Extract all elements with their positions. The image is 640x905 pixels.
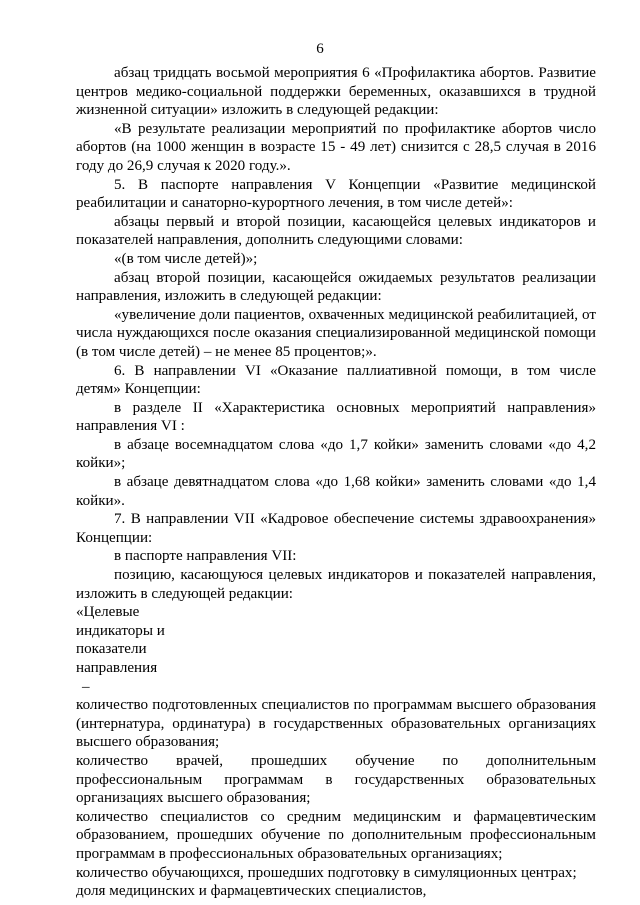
table-items bbox=[76, 696, 596, 901]
paragraph: «(в том числе детей)»; bbox=[114, 250, 258, 267]
paragraph: 6. В направлении VI «Оказание паллиативной помощи, в том числе детям» Концепции: bbox=[76, 362, 596, 398]
paragraph: в абзаце девятнадцатом слова «до 1,68 койки» заменить словами «до 1,4 койки». bbox=[76, 474, 596, 509]
paragraph: «увеличение доли пациентов, охваченных медицинской реабилитацией, от числа нуждающихся после оказания специализированной медицинской помощи (в том числе детей) – не менее 85 процентов;». bbox=[76, 306, 596, 360]
indicators-table bbox=[76, 603, 596, 901]
paragraph: 7. В направлении VII «Кадровое обеспечение системы здравоохранения» Концепции: bbox=[76, 511, 596, 546]
table-item: количество обучающихся, прошедших подготовку в симуляционных центрах; bbox=[76, 864, 577, 881]
table-item: количество врачей, прошедших обучение по дополнительным профессиональным программам в государственных образовательных организациях высшего образования; bbox=[76, 752, 596, 807]
table-item: доля медицинских и фармацевтических специалистов, bbox=[76, 883, 427, 900]
table-left-label: «Целевые индикаторы и показатели направления bbox=[76, 604, 165, 676]
document-body bbox=[76, 64, 596, 901]
page-number: 6 bbox=[316, 41, 324, 57]
paragraph: в абзаце восемнадцатом слова «до 1,7 койки» заменить словами «до 4,2 койки»; bbox=[76, 436, 596, 472]
table-item: количество подготовленных специалистов по программам высшего образования (интернатура, ординатура) в государственных образовательных организациях высшего образования; bbox=[76, 697, 596, 751]
paragraph: «В результате реализации мероприятий по профилактике абортов число абортов (на 1000 женщин в возрасте 15 - 49 лет) снизится с 28,5 случая в 2016 году до 26,9 случая к 2020 году.». bbox=[76, 120, 596, 174]
paragraph: в разделе II «Характеристика основных мероприятий направления» направления VI : bbox=[76, 399, 596, 435]
paragraph: абзац второй позиции, касающейся ожидаемых результатов реализации направления, изложить в следующей редакции: bbox=[76, 269, 596, 305]
paragraph: 5. В паспорте направления V Концепции «Развитие медицинской реабилитации и санаторно-курортного лечения, в том числе детей»: bbox=[76, 176, 596, 212]
paragraph: позицию, касающуюся целевых индикаторов и показателей направления, изложить в следующей редакции: bbox=[76, 567, 596, 602]
paragraph: абзацы первый и второй позиции, касающейся целевых индикаторов и показателей направления, дополнить следующими словами: bbox=[76, 213, 596, 249]
paragraph: абзац тридцать восьмой мероприятия 6 «Профилактика абортов. Развитие центров медико-социальной поддержки беременных, оказавшихся в трудной жизненной ситуации» изложить в следующей редакции: bbox=[76, 65, 596, 119]
table-dash: – bbox=[82, 678, 90, 695]
paragraph: в паспорте направления VII: bbox=[114, 548, 297, 565]
table-item: количество специалистов со средним медицинским и фармацевтическим образованием, прошедших обучение по дополнительным профессиональным программам в профессиональных образовательных организациях; bbox=[76, 808, 596, 862]
